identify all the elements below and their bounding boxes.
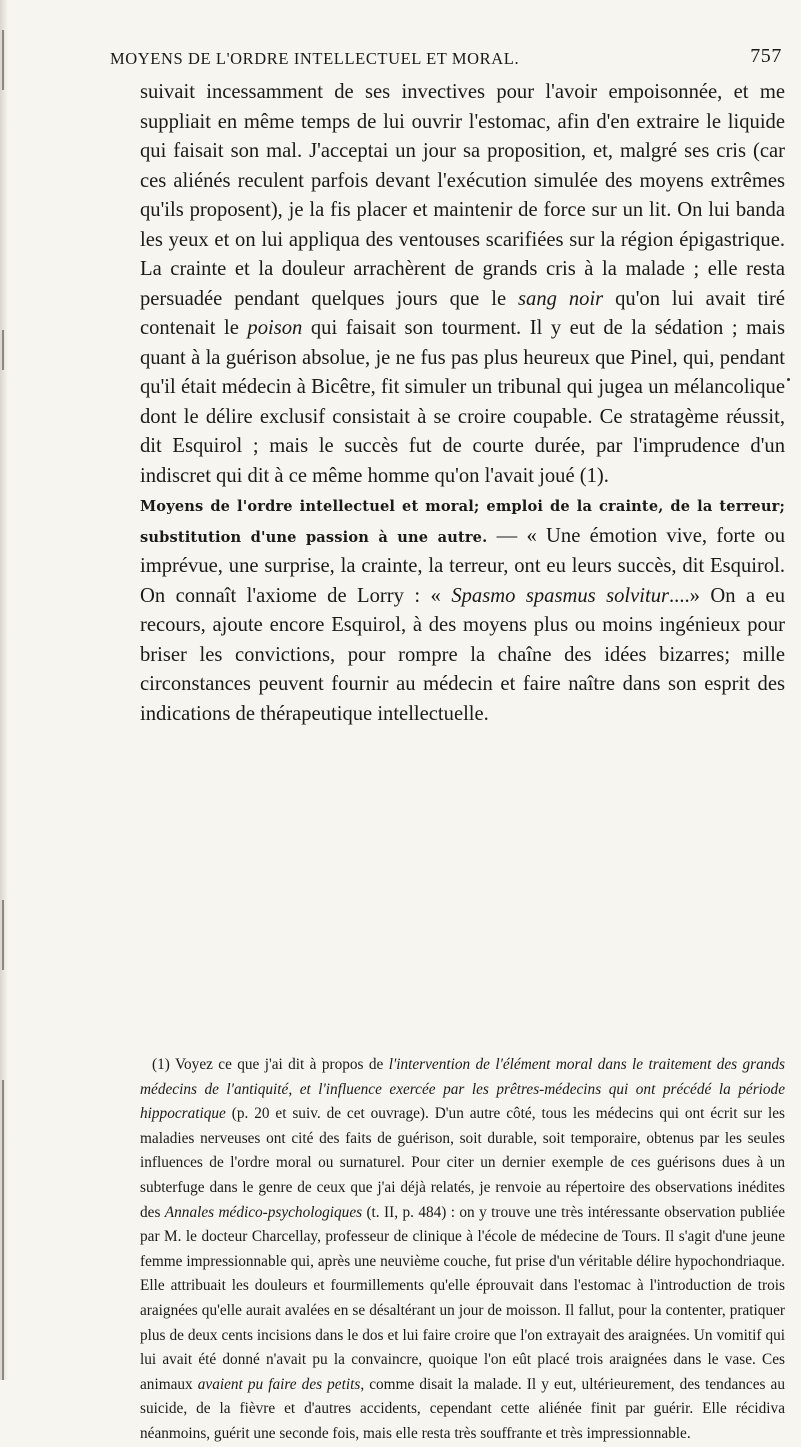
body-text [140, 78, 785, 729]
italic-reference: l'intervention de l'élément moral dans le traitement des grands médecins de l'antiquité, et l'influence exercée par les prêtres-médecins qui ont précédé la période hippocratique [140, 1056, 785, 1123]
footnote-marker: (1) Voyez ce que j'ai dit à propos de [152, 1056, 389, 1073]
spine-mark [2, 900, 4, 970]
page-number: 757 [750, 45, 782, 67]
margin-speck [787, 378, 790, 381]
text-run: qu'on lui avait tiré contenait le [140, 287, 785, 339]
italic-quote: Spasmo spasmus solvitur [451, 584, 670, 607]
spine-mark [2, 330, 4, 370]
paragraph [140, 78, 785, 491]
italic-quote: avaient pu faire des petits [197, 1375, 361, 1393]
text-run: , comme disait la malade. Il y eut, ultérieurement, des tendances au suicide, de la fièvre et d'autres accidents, cependant cette aliénée finit par guérir. Elle récidiva néanmoins, guérit une seconde fois, mais elle resta très souffrante et très impressionnable. [140, 1375, 785, 1442]
italic-term: poison [247, 317, 303, 339]
journal-title: Annales médico-psychologiques [164, 1203, 363, 1221]
running-head: MOYENS DE L'ORDRE INTELLECTUEL ET MORAL. [110, 49, 520, 68]
italic-term: sang noir [518, 287, 604, 310]
text-run: (p. 20 et suiv. de cet ouvrage). D'un autre côté, tous les médecins qui ont écrit sur les maladies nerveuses ont cité des faits de guérison, soit durable, soit temporaire, obtenus par les seules influences de l'ordre moral ou surnaturel. Pour citer un dernier exemple de ces guérisons dues à un subterfuge dans le genre de ceux que j'ai déjà relatés, je renvoie au répertoire des observations inédites des [140, 1105, 785, 1221]
text-run: — « Une émotion vive, forte ou imprévue, une surprise, la crainte, la terreur, ont eu leurs succès, dit Esquirol. On connaît l'axiome de Lorry : « [140, 524, 786, 607]
paragraph [140, 491, 785, 729]
text-run: ....» On a eu recours, ajoute encore Esquirol, à des moyens plus ou moins ingénieux pour briser les convictions, pour rompre la chaîne des idées bizarres; mille circonstances peuvent fournir au médecin et faire naître dans son esprit des indications de thérapeutique intellectuelle. [140, 584, 785, 725]
text-run: (t. II, p. 484) : on y trouve une très intéressante observation publiée par M. le docteur Charcellay, professeur de clinique à l'école de médecine de Tours. Il s'agit d'une jeune femme impressionnable qui, après une neuvième couche, fut prise d'un véritable délire hypochondriaque. Elle attribuait les douleurs et fourmillements qu'elle éprouvait dans l'estomac à l'introduction de trois araignées qu'elle aurait avalées en se désaltérant un jour de moisson. Il fallut, pour la contenter, pratiquer plus de deux cents incisions dans le dos et lui faire croire que l'on extrayait des araignées. Un vomitif qui lui avait été donné n'avait pu la convaincre, quoique l'on eût placé trois araignées dans le vase. Ces animaux [140, 1203, 786, 1393]
text-run: qui faisait son tourment. Il y eut de la sédation ; mais quant à la guérison absolue, je ne fus pas plus heureux que Pinel, qui, pendant qu'il était médecin à Bicêtre, fit simuler un tribunal qui jugea un mélancolique dont le délire exclusif consistait à se croire coupable. Ce stratagème réussit, dit Esquirol ; mais le succès fut de courte durée, par l'imprudence d'un indiscret qui dit à ce même homme qu'on l'avait joué (1). [140, 317, 785, 487]
page-header [110, 45, 790, 75]
text-run: suivait incessamment de ses invectives pour l'avoir empoisonnée, et me suppliait en même temps de lui ouvrir l'estomac, afin d'en extraire le liquide qui faisait son mal. J'acceptai un jour sa proposition, et, malgré ses cris (car ces aliénés reculent parfois devant l'exécution simulée des moyens extrêmes qu'ils proposent), je la fis placer et maintenir de force sur un lit. On lui banda les yeux et on lui appliqua des ventouses scarifiées sur la région épigastrique. La crainte et la douleur arrachèrent de grands cris à la malade ; elle resta persuadée pendant quelques jours que le [140, 81, 785, 310]
spine-mark [2, 30, 4, 90]
footnote-paragraph [140, 1053, 785, 1447]
footnote [140, 1053, 785, 1447]
section-heading: Moyens de l'ordre intellectuel et moral; emploi de la crainte, de la terreur; substitution d'une passion à une autre. [140, 498, 785, 546]
spine-mark [2, 1080, 4, 1380]
